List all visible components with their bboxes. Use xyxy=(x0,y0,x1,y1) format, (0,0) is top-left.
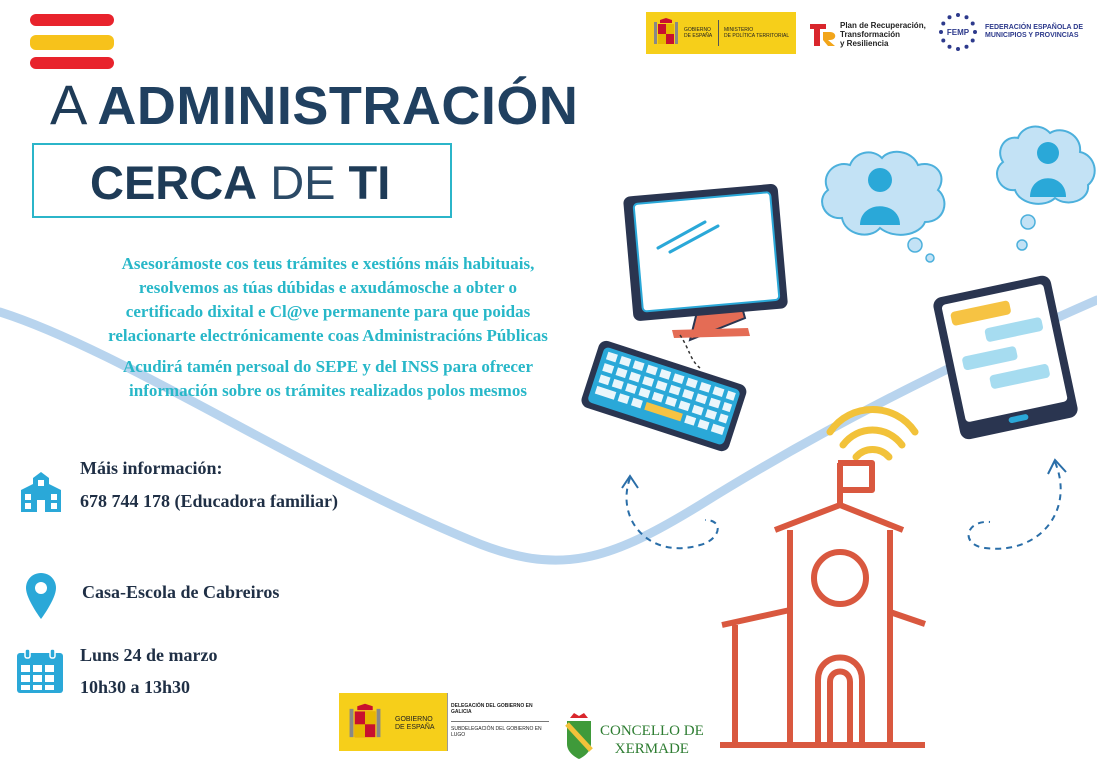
bottom-gov-text: GOBIERNO DE ESPAÑA xyxy=(395,716,435,731)
wifi-signal xyxy=(830,410,915,458)
monitor-illustration xyxy=(623,183,788,368)
time-text: 10h30 a 13h30 xyxy=(80,677,191,697)
flag-stripe-top xyxy=(30,14,114,26)
title-article: A xyxy=(50,73,88,136)
subtitle xyxy=(90,155,390,210)
phone-number: 678 744 178 (Educadora familiar) xyxy=(80,491,338,511)
gov-text: GOBIERNO DE ESPAÑA xyxy=(684,27,713,39)
location-pin-icon xyxy=(25,572,57,620)
flag-stripe-middle xyxy=(30,35,114,50)
prtr-text: Plan de Recuperación, Transformación y Resiliencia xyxy=(840,21,926,48)
femp-abbr: FEMP xyxy=(946,28,970,37)
more-info-label: Máis información: xyxy=(80,458,223,478)
gobierno-ministerio-logo xyxy=(646,12,796,54)
intro-line: Asesorámoste cos teus trámites e xestións máis habituais, xyxy=(121,254,535,273)
concello-text: CONCELLO DE XERMADE xyxy=(600,723,704,757)
thought-cloud-right xyxy=(997,127,1095,250)
intro-line: Acudirá tamén persoal do SEPE y del INSS para ofrecer xyxy=(122,357,534,376)
intro-line: información sobre os trámites realizados polos mesmos xyxy=(129,381,527,400)
calendar-icon xyxy=(16,648,64,694)
subtitle-part2: DE xyxy=(270,156,336,209)
subtitle-part3: TI xyxy=(348,156,391,209)
subtitle-part1: CERCA xyxy=(90,156,258,209)
prtr-logo xyxy=(808,18,933,52)
school-icon xyxy=(16,470,66,514)
subtitle-box xyxy=(32,143,452,218)
date-text: Luns 24 de marzo xyxy=(80,645,218,665)
tablet-illustration xyxy=(932,274,1080,441)
intro-line: resolvemos as túas dúbidas e axudámosche a obter o xyxy=(138,278,518,297)
delegation-text: DELEGACIÓN DEL GOBIERNO EN GALICIA xyxy=(451,703,533,715)
subdelegation-text: SUBDELEGACIÓN DEL GOBIERNO EN LUGO xyxy=(451,726,542,738)
xermade-crest-icon xyxy=(564,712,594,760)
dashed-arrow-right xyxy=(969,462,1061,549)
main-title xyxy=(50,72,578,137)
femp-logo xyxy=(938,12,1088,52)
coat-of-arms-icon xyxy=(652,18,680,48)
intro-paragraph-2 xyxy=(58,355,598,403)
coat-of-arms-icon xyxy=(347,703,383,743)
femp-text: FEDERACIÓN ESPAÑOLA DE MUNICIPIOS Y PROVINCIAS xyxy=(985,24,1084,39)
location-text: Casa-Escola de Cabreiros xyxy=(82,582,280,602)
flag-stripe-bottom xyxy=(30,57,114,69)
intro-line: certificado dixital e Cl@ve permanente para que poidas xyxy=(125,302,531,321)
prtr-icon xyxy=(808,20,838,48)
thought-cloud-left xyxy=(822,152,944,262)
femp-stars-icon xyxy=(938,12,978,52)
intro-line: relacionarte electrónicamente coas Administracións Públicas xyxy=(108,326,548,345)
school-building xyxy=(720,463,925,745)
keyboard-illustration xyxy=(579,339,748,453)
title-main-text: ADMINISTRACIÓN xyxy=(97,76,579,136)
concello-xermade-logo xyxy=(564,712,724,764)
intro-paragraph xyxy=(58,252,598,348)
delegacion-gobierno-logo xyxy=(339,693,553,751)
ministry-text: MINISTERIO DE POLÍTICA TERRITORIAL xyxy=(724,27,790,39)
